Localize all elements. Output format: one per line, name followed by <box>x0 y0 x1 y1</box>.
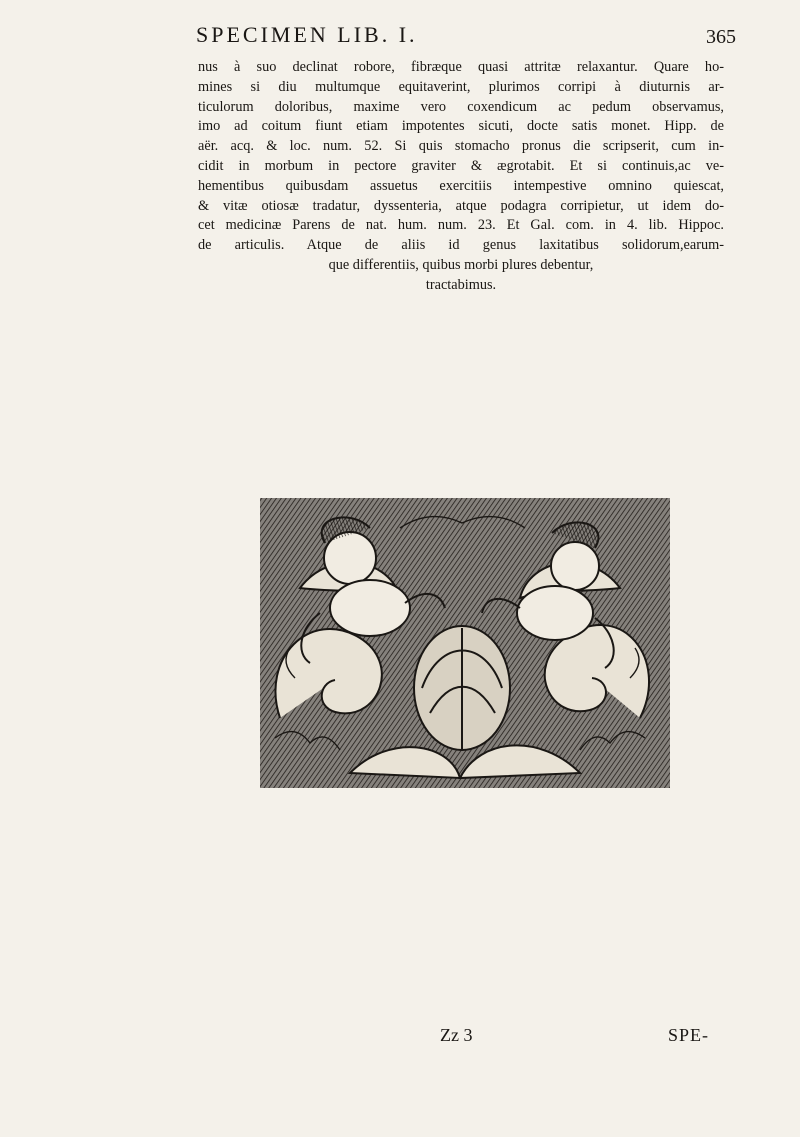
text-line: hementibus quibusdam assuetus exercitiis intempestive omnino quiescat, <box>198 177 724 194</box>
text-line: ticulorum doloribus, maxime vero coxendicum ac pedum observamus, <box>198 98 724 115</box>
text-line: cidit in morbum in pectore graviter & ægrotabit. Et si continuis,ac ve- <box>198 157 724 174</box>
body-text <box>198 58 724 296</box>
catchword: SPE- <box>668 1025 710 1045</box>
text-line: tractabimus. <box>425 276 497 293</box>
page-header <box>0 20 800 56</box>
text-line: mines si diu multumque equitaverint, plurimos corripi à diuturnis ar- <box>198 78 724 95</box>
page-footer <box>0 1025 800 1055</box>
text-line: de articulis. Atque de aliis id genus laxitatibus solidorum,earum- <box>198 237 724 254</box>
text-line: aër. acq. & loc. num. 52. Si quis stomacho pronus die scripserit, cum in- <box>198 138 724 155</box>
text-line: & vitæ otiosæ tradatur, dyssenteria, atque podagra corripietur, ut idem do- <box>198 197 724 214</box>
text-line: que differentiis, quibus morbi plures debentur, <box>328 256 594 273</box>
running-title: SPECIMEN LIB. I. <box>196 22 418 47</box>
paragraph <box>198 58 724 296</box>
page-number: 365 <box>706 26 736 48</box>
text-line: imo ad coitum fiunt etiam impotentes sicuti, docte satis monet. Hipp. de <box>198 118 724 135</box>
text-line: cet medicinæ Parens de nat. hum. num. 23. Et Gal. com. in 4. lib. Hippoc. <box>198 217 724 234</box>
text-line: nus à suo declinat robore, fibræque quasi attritæ relaxantur. Quare ho- <box>198 59 724 75</box>
tailpiece-ornament-image <box>200 488 720 808</box>
signature-mark: Zz 3 <box>440 1025 473 1045</box>
